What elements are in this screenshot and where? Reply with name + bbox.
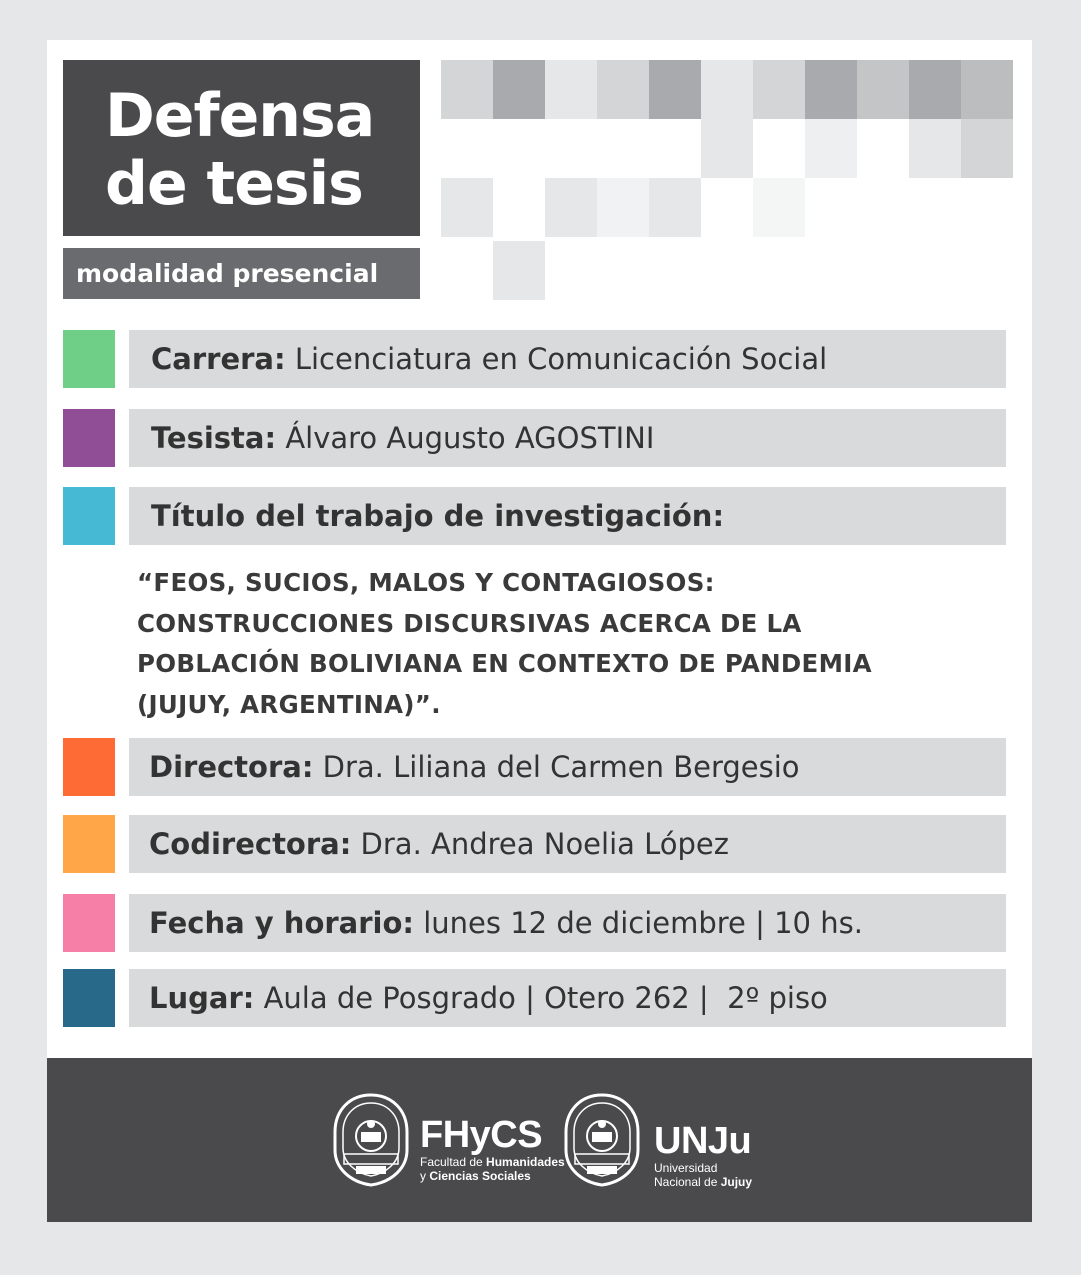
- field-label: Directora:: [149, 750, 314, 784]
- mosaic-tile: [753, 60, 805, 119]
- field-value: Álvaro Augusto AGOSTINI: [285, 421, 655, 455]
- field-label: Codirectora:: [149, 827, 352, 861]
- unju-subtitle-line2: Nacional de Jujuy: [654, 1175, 753, 1189]
- color-marker-codirectora: [63, 815, 115, 873]
- mosaic-tile: [961, 60, 1013, 119]
- mosaic-tile: [909, 119, 961, 178]
- mosaic-tile: [493, 60, 545, 119]
- mosaic-tile: [493, 241, 545, 300]
- field-directora: [129, 738, 1006, 796]
- color-marker-carrera: [63, 330, 115, 388]
- thesis-title-line: POBLACIÓN BOLIVIANA EN CONTEXTO DE PANDEMIA: [137, 649, 872, 678]
- field-label: Lugar:: [149, 981, 255, 1015]
- mosaic-tile: [805, 119, 857, 178]
- title-line-1: Defensa: [105, 81, 375, 151]
- fhycs-subtitle-line1: Facultad de Humanidades: [420, 1155, 565, 1169]
- mosaic-tile: [597, 60, 649, 119]
- fhycs-subtitle-line2: y Ciencias Sociales: [420, 1169, 531, 1183]
- mosaic-tile: [545, 178, 597, 237]
- field-value: Licenciatura en Comunicación Social: [294, 342, 828, 376]
- field-value: Dra. Andrea Noelia López: [360, 827, 729, 861]
- mosaic-tile: [701, 119, 753, 178]
- mosaic-tile: [857, 60, 909, 119]
- fhycs-brand: [420, 1115, 565, 1183]
- mosaic-tile: [649, 60, 701, 119]
- mosaic-tile: [753, 178, 805, 237]
- field-label: Título del trabajo de investigación:: [151, 499, 725, 533]
- thesis-title-line: CONSTRUCCIONES DISCURSIVAS ACERCA DE LA: [137, 608, 802, 638]
- unju-subtitle-line1: Universidad: [654, 1161, 718, 1175]
- mosaic-tile: [441, 178, 493, 237]
- field-value: Dra. Liliana del Carmen Bergesio: [322, 750, 800, 784]
- field-lugar: [129, 969, 1006, 1027]
- footer-band: [47, 1058, 1032, 1222]
- field-fecha: [129, 894, 1006, 952]
- field-label: Carrera:: [151, 342, 286, 376]
- mosaic-tile: [545, 60, 597, 119]
- thesis-title: [137, 563, 997, 725]
- title-line-2: de tesis: [105, 149, 363, 219]
- color-marker-fecha: [63, 894, 115, 952]
- field-value: Aula de Posgrado | Otero 262 | 2º piso: [263, 981, 828, 1015]
- unju-brand: [654, 1121, 752, 1189]
- unju-seal-logo: [563, 1092, 641, 1188]
- color-marker-directora: [63, 738, 115, 796]
- mosaic-tile: [961, 119, 1013, 178]
- field-tesista: [129, 409, 1006, 467]
- field-label: Fecha y horario:: [149, 906, 415, 940]
- thesis-title-line: “FEOS, SUCIOS, MALOS Y CONTAGIOSOS:: [137, 568, 715, 597]
- mosaic-tile: [701, 60, 753, 119]
- mosaic-tile: [441, 60, 493, 119]
- color-marker-tesista: [63, 409, 115, 467]
- thesis-title-line: (JUJUY, ARGENTINA)”.: [137, 689, 441, 719]
- field-titulo: [129, 487, 1006, 545]
- field-label: Tesista:: [151, 421, 277, 455]
- field-codirectora: [129, 815, 1006, 873]
- field-value: lunes 12 de diciembre | 10 hs.: [423, 906, 863, 940]
- field-carrera: [129, 330, 1006, 388]
- fhycs-name: FHyCS: [420, 1114, 543, 1156]
- color-marker-titulo: [63, 487, 115, 545]
- fhycs-seal-logo: [332, 1092, 410, 1188]
- modality-label: modalidad presencial: [63, 248, 420, 299]
- mosaic-tile: [805, 60, 857, 119]
- mosaic-tile: [649, 178, 701, 237]
- unju-name: UNJu: [654, 1120, 752, 1162]
- title-box: [63, 60, 420, 236]
- color-marker-lugar: [63, 969, 115, 1027]
- mosaic-tile: [597, 178, 649, 237]
- mosaic-tile: [909, 60, 961, 119]
